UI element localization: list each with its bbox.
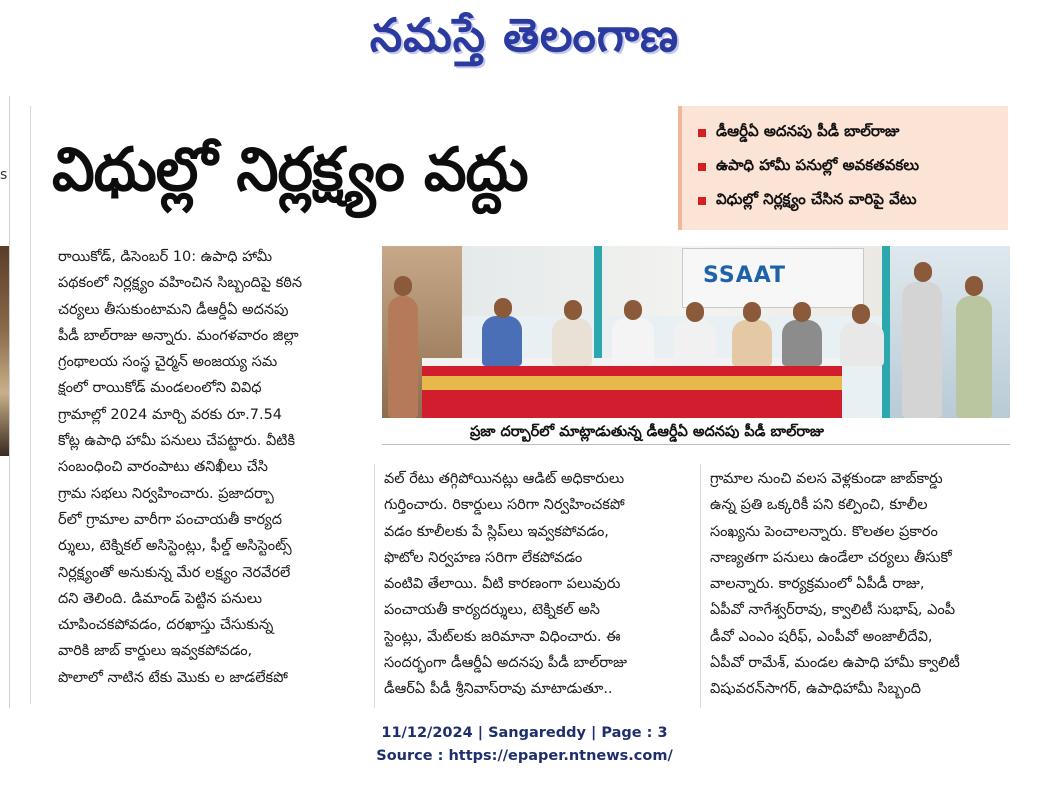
news-photo (382, 246, 1010, 418)
column-line: పొలాలో నాటిన టేకు మొకు ల జాడలేకపో (58, 669, 288, 686)
footer-date-edition: 11/12/2024 | Sangareddy | Page : 3 (381, 725, 668, 741)
column-line: గ్రామాల నుంచి వలస వెళ్లకుండా జాబ్‌కార్డు (710, 471, 943, 487)
strip-glyph: s (0, 167, 8, 183)
column-line: సందర్భంగా డీఆర్డీఏ అదనపు పీడీ బాల్‌రాజు (384, 655, 627, 672)
column-line: నిర్లక్ష్యంతో అనుకున్న మేర లక్ష్యం నెరవేరలే (58, 564, 291, 581)
photo-person-head (494, 298, 512, 318)
column-line: పీడీ బాల్‌రాజు అన్నారు. మంగళవారం జిల్లా (58, 327, 299, 344)
photo-person-head (564, 300, 582, 320)
column-rule (30, 106, 31, 704)
bullet-icon (698, 197, 706, 205)
column-rule (374, 464, 375, 708)
previous-page-strip (0, 96, 10, 708)
photo-person (956, 296, 992, 418)
highlight-text: ఉపాధి హామీ పనుల్లో అవకతవకలు (716, 156, 920, 174)
photo-person (552, 318, 592, 366)
column-line: క్షంలో రాయికోడ్ మండలంలోని వివిధ (58, 380, 262, 397)
column-line: చర్యలు తీసుకుంటామని డీఆర్డీఏ అదనపు (58, 301, 289, 318)
column-line: వారికి జాబ్ కార్డులు ఇవ్వకపోవడం, (58, 643, 253, 660)
photo-banner (682, 248, 864, 308)
column-line: గ్రామాల్లో 2024 మార్చి వరకు రూ.7.54 (58, 406, 283, 423)
photo-person (388, 296, 418, 418)
column-line: ర్‌లో గ్రామాల వారీగా పంచాయతీ కార్యద (58, 511, 282, 528)
masthead-logo-title: నమస్తే తెలంగాణ (369, 8, 680, 62)
column-line: గ్రంథాలయ సంస్థ చైర్మన్ అంజయ్య సమ (58, 354, 278, 371)
photo-person-head (624, 300, 642, 320)
bullet-icon (698, 163, 706, 171)
column-line: వాలన్నారు. కార్యక్రమంలో ఏపీడీ రాజు, (710, 576, 925, 593)
highlight-text: విధుల్లో నిర్లక్ష్యం చేసిన వారిపై వేటు (716, 190, 917, 208)
photo-person (902, 282, 942, 418)
photo-person-head (914, 262, 932, 282)
highlight-text: డీఆర్డీఏ అదనపు పీడీ బాల్‌రాజు (716, 122, 900, 140)
photo-caption: ప్రజా దర్బార్‌లో మాట్లాడుతున్న డీఆర్డీఏ అదనపు పీడీ బాల్‌రాజు (470, 424, 824, 440)
masthead (0, 0, 1049, 78)
column-line: పంచాయతీ కార్యదర్శులు, టెక్నికల్ అసి (384, 602, 600, 619)
cropped-photo (0, 246, 9, 456)
column-line: ఏపీవో రామేశ్, మండల ఉపాధి హామీ క్వాలిటీ (710, 655, 960, 672)
photo-person-head (394, 276, 412, 296)
column-line: వంటివి తేలాయి. వీటి కారణంగా పలువురు (384, 576, 621, 593)
article-headline: విధుల్లో నిర్లక్ష్యం వద్దు (52, 135, 528, 205)
column-line: దని తెలింది. డిమాండ్ పెట్టిన పనులు (58, 590, 262, 607)
article-column-1 (58, 244, 358, 691)
column-line: రాయికోడ్, డిసెంబర్ 10: ఉపాధి హామీ (58, 249, 273, 265)
column-line: ర్శులు, టెక్నికల్ అసిస్టెంట్లు, ఫీల్డ్ అసిస్టెంట్స్ (58, 538, 292, 555)
column-line: ఉన్న ప్రతి ఒక్కరికీ పని కల్పించి, కూలీల (710, 497, 928, 514)
photo-person (732, 320, 772, 366)
photo-person (840, 322, 884, 366)
column-line: పథకంలో నిర్లక్ష్యం వహించిన సిబ్బందిపై కఠిన (58, 275, 303, 292)
column-line: గ్రామ సభలు నిర్వహించారు. ప్రజాదర్బా (58, 485, 274, 502)
highlight-item (698, 184, 996, 218)
article-column-3 (710, 466, 1010, 703)
photo-person-head (793, 302, 811, 322)
photo-table-trim (422, 376, 842, 390)
photo-person (482, 316, 522, 366)
photo-person-head (852, 304, 870, 324)
photo-person (782, 320, 822, 366)
column-line: ఫొటోల నిర్వహణ సరిగా లేకపోవడం (384, 549, 583, 566)
column-rule (700, 464, 701, 708)
photo-person-head (686, 302, 704, 322)
highlight-item (698, 116, 996, 150)
caption-rule (382, 444, 1010, 445)
photo-person (612, 318, 654, 366)
article-column-2 (384, 466, 692, 703)
column-line: చూపించకపోవడం, దరఖాస్తు చేసుకున్న (58, 617, 274, 634)
column-line: వల్ రేటు తగ్గిపోయినట్లు ఆడిట్ అధికారులు (384, 471, 625, 487)
highlights-box (678, 106, 1008, 230)
photo-person (674, 320, 716, 366)
column-line: సంఖ్యను పెంచాలన్నారు. కొలతల ప్రకారం (710, 523, 938, 540)
column-line: స్టెంట్లు, మేట్‌లకు జరిమానా విధించారు. ఈ (384, 628, 621, 645)
column-line: నాణ్యతగా పనులు ఉండేలా చర్యలు తీసుకో (710, 549, 952, 566)
photo-table-cloth (422, 366, 842, 418)
column-line: విషువరన్‌సాగర్, ఉపాధిహామీ సిబ్బంది (710, 681, 921, 698)
banner-label: SSAAT (703, 263, 787, 288)
column-line: కోట్ల ఉపాధి హామీ పనులు చేపట్టారు. వీటికి (58, 433, 296, 450)
highlight-item (698, 150, 996, 184)
column-line: గుర్తించారు. రికార్డులు సరిగా నిర్వహించకపో (384, 497, 625, 514)
photo-person-head (743, 302, 761, 322)
column-line: సంబంధించి వారంపాటు తనిఖీలు చేసి (58, 459, 268, 476)
column-line: డీవో ఎంఎం షరీఫ్, ఎంపీవో అంజాలీదేవి, (710, 628, 933, 645)
column-line: డీఆర్‌ఏ పీడీ శ్రీనివాస్‌రావు మాటాడుతూ.. (384, 681, 613, 698)
bullet-icon (698, 129, 706, 137)
page-footer (0, 722, 1049, 768)
footer-source-link[interactable]: Source : https://epaper.ntnews.com/ (376, 748, 673, 764)
photo-person-head (965, 276, 983, 296)
column-line: ఏపీవో నాగేశ్వర్‌రావు, క్వాలిటీ సుభాష్, ఎంపీ (710, 602, 956, 619)
column-line: వడం కూలీలకు పే స్లిప్‌లు ఇవ్వకపోవడం, (384, 523, 609, 540)
